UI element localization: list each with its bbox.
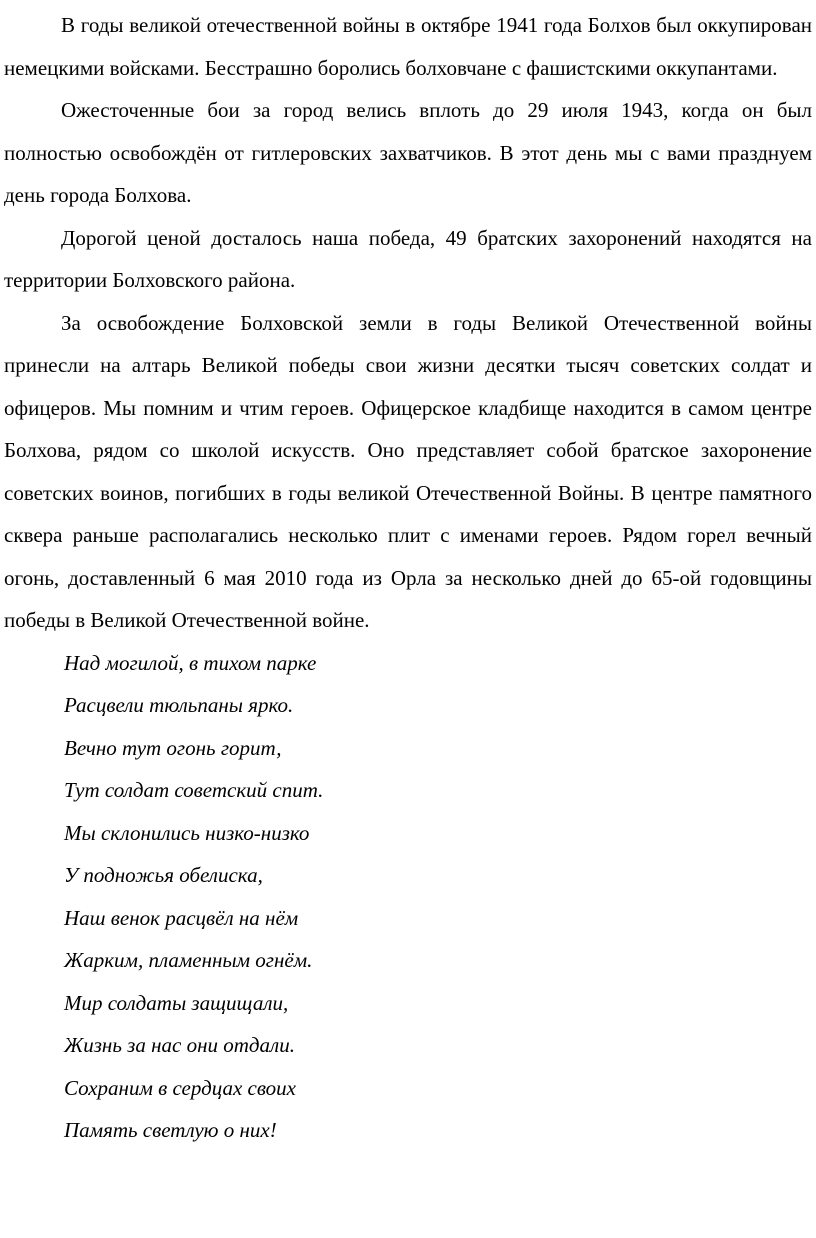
paragraph-burials: Дорогой ценой досталось наша победа, 49 братских захоронений находятся на территории Болховского района. <box>4 225 812 292</box>
poem-line: Над могилой, в тихом парке <box>64 650 317 675</box>
poem-line: Жарким, пламенным огнём. <box>64 948 313 972</box>
poem-line: Расцвели тюльпаны ярко. <box>64 693 294 717</box>
poem <box>4 642 812 1152</box>
poem-line: Память светлую о них! <box>64 1118 277 1142</box>
paragraph-liberation: Ожесточенные бои за город велись вплоть до 29 июля 1943, когда он был полностью освобождён от гитлеровских захватчиков. В этот день мы с вами празднуем день города Болхова. <box>4 98 812 207</box>
paragraph-occupation: В годы великой отечественной войны в октябре 1941 года Болхов был оккупирован немецкими войсками. Бесстрашно боролись болховчане с фашистскими оккупантами. <box>4 13 812 80</box>
paragraph-memorial: За освобождение Болховской земли в годы Великой Отечественной войны принесли на алтарь Великой победы свои жизни десятки тысяч советских солдат и офицеров. Мы помним и чтим героев. Офицерское кладбище находится в самом центре Болхова, рядом со школой искусств. Оно представляет собой братское захоронение советских воинов, погибших в годы великой Отечественной Войны. В центре памятного сквера раньше располагались несколько плит с именами героев. Рядом горел вечный огонь, доставленный 6 мая 2010 года из Орла за несколько дней до 65-ой годовщины победы в Великой Отечественной войне. <box>4 310 812 632</box>
poem-line: У подножья обелиска, <box>64 863 263 887</box>
poem-line: Наш венок расцвёл на нём <box>64 905 299 930</box>
poem-line: Тут солдат советский спит. <box>64 778 324 802</box>
poem-line: Мы склонились низко-низко <box>64 820 310 845</box>
poem-line: Жизнь за нас они отдали. <box>64 1033 295 1057</box>
poem-line: Вечно тут огонь горит, <box>64 735 282 760</box>
poem-line: Сохраним в сердцах своих <box>64 1075 297 1100</box>
poem-line: Мир солдаты защищали, <box>64 990 289 1015</box>
